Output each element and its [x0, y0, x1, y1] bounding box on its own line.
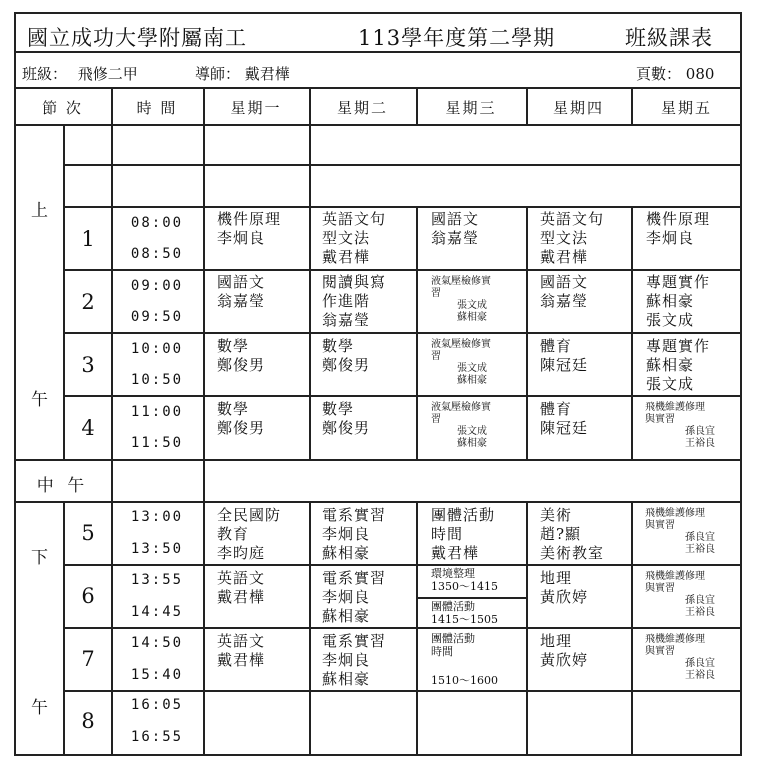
period-end: 08:50 [130, 246, 184, 262]
vline-thu-pm [526, 501, 528, 756]
rule-p6 [63, 627, 742, 629]
course-cell: 液氣壓檢修實 習 張文成 蘇相豪 [431, 339, 491, 386]
course-cell: 專題實作 蘇相豪 張文成 [646, 337, 711, 393]
course-cell: 英語文 戴君樺 [217, 569, 266, 606]
period-end: 16:55 [130, 729, 184, 745]
course-cell-bottom: 團體活動 1415～1505 [431, 600, 498, 626]
rule-under-columns [14, 124, 742, 126]
class-label: 班級： [22, 65, 68, 83]
vline-mon [203, 87, 205, 756]
vline-fri-pm [631, 501, 633, 756]
period-start: 10:00 [130, 341, 184, 357]
rule-p2 [63, 332, 742, 334]
period-start: 11:00 [130, 404, 184, 420]
label-noon: 中 午 [36, 476, 89, 496]
rule-p4 [14, 459, 742, 461]
period-end: 14:45 [130, 604, 184, 620]
course-cell: 機件原理 李炯良 [217, 210, 282, 247]
course-cell: 美術 趙?顯 美術教室 [540, 506, 605, 562]
teacher-label: 導師： [195, 65, 241, 83]
period-end: 10:50 [130, 372, 184, 388]
course-cell: 液氣壓檢修實 習 張文成 蘇相豪 [431, 276, 491, 323]
course-cell: 國語文 翁嘉瑩 [431, 210, 480, 247]
col-period: 節 次 [42, 99, 83, 117]
label-morning-bottom: 午 [31, 390, 48, 410]
course-cell: 地理 黃欣婷 [540, 632, 589, 669]
course-cell: 團體活動 時間 1510～1600 [431, 632, 498, 687]
class-name: 飛修二甲 [77, 65, 138, 83]
course-cell: 國語文 翁嘉瑩 [540, 273, 589, 310]
rule-wed-p6-split [418, 597, 528, 599]
period-end: 11:50 [130, 435, 184, 451]
course-cell: 電系實習 李炯良 蘇相豪 [322, 632, 387, 688]
rule-under-title [14, 51, 742, 53]
rule-p5 [63, 564, 742, 566]
school-name: 國立成功大學附屬南工 [27, 26, 247, 50]
period-number: 1 [81, 227, 95, 251]
course-cell: 飛機維護修理 與實習 孫良宜 王裕良 [645, 634, 715, 681]
course-cell: 液氣壓檢修實 習 張文成 蘇相豪 [431, 402, 491, 449]
page-no: 080 [685, 65, 715, 83]
course-cell: 數學 鄭俊男 [217, 400, 266, 437]
course-cell: 團體活動 時間 戴君樺 [431, 506, 496, 562]
course-cell: 地理 黃欣婷 [540, 569, 589, 606]
course-cell: 電系實習 李炯良 蘇相豪 [322, 569, 387, 625]
label-afternoon-bottom: 午 [31, 698, 48, 718]
rule-noon [14, 501, 742, 503]
course-cell: 飛機維護修理 與實習 孫良宜 王裕良 [645, 402, 715, 449]
period-end: 13:50 [130, 541, 184, 557]
vline-wed-pm [416, 501, 418, 756]
vline-tue-am [309, 87, 311, 459]
course-cell: 數學 鄭俊男 [322, 400, 371, 437]
col-time: 時 間 [136, 99, 178, 117]
period-start: 14:50 [130, 635, 184, 651]
vline-thu-am [526, 206, 528, 459]
col-thu: 星期四 [552, 99, 604, 117]
col-fri: 星期五 [660, 99, 712, 117]
course-cell: 體育 陳冠廷 [540, 337, 589, 374]
vline-fri-am [631, 206, 633, 459]
period-start: 13:00 [130, 509, 184, 525]
course-cell: 英語文句 型文法 戴君樺 [540, 210, 605, 266]
course-cell: 飛機維護修理 與實習 孫良宜 王裕良 [645, 508, 715, 555]
course-cell: 數學 鄭俊男 [217, 337, 266, 374]
col-tue: 星期二 [336, 99, 388, 117]
period-number: 4 [81, 416, 95, 440]
rule-blank2 [63, 206, 742, 208]
period-start: 16:05 [130, 697, 184, 713]
period-number: 2 [81, 290, 95, 314]
rule-above-columns [14, 87, 742, 89]
rule-blank1 [63, 164, 742, 166]
period-start: 13:55 [130, 572, 184, 588]
period-number: 8 [81, 709, 95, 733]
course-cell: 體育 陳冠廷 [540, 400, 589, 437]
doc-type: 班級課表 [625, 26, 713, 50]
course-cell: 國語文 翁嘉瑩 [217, 273, 266, 310]
rule-p1 [63, 269, 742, 271]
course-cell-top: 環境整理 1350～1415 [431, 567, 498, 593]
term-title: 113學年度第二學期 [358, 26, 556, 50]
period-number: 7 [81, 647, 95, 671]
course-cell: 機件原理 李炯良 [646, 210, 711, 247]
teacher-name: 戴君樺 [244, 65, 290, 83]
course-cell: 專題實作 蘇相豪 張文成 [646, 273, 711, 329]
course-cell: 閱讀與寫 作進階 翁嘉瑩 [322, 273, 387, 329]
period-number: 5 [81, 521, 95, 545]
course-cell: 數學 鄭俊男 [322, 337, 371, 374]
period-number: 3 [81, 353, 95, 377]
rule-p7 [63, 690, 742, 692]
course-cell: 英語文句 型文法 戴君樺 [322, 210, 387, 266]
period-end: 09:50 [130, 309, 184, 325]
period-number: 6 [81, 584, 95, 608]
page-label: 頁數： [636, 65, 682, 83]
col-wed: 星期三 [445, 99, 497, 117]
course-cell: 電系實習 李炯良 蘇相豪 [322, 506, 387, 562]
col-mon: 星期一 [230, 99, 282, 117]
period-end: 15:40 [130, 667, 184, 683]
label-morning-top: 上 [31, 201, 48, 221]
rule-p3 [63, 395, 742, 397]
course-cell: 全民國防 教育 李昀庭 [217, 506, 282, 562]
vline-tue-pm [309, 501, 311, 756]
label-afternoon-top: 下 [31, 548, 48, 568]
course-cell: 飛機維護修理 與實習 孫良宜 王裕良 [645, 571, 715, 618]
vline-wed-am [416, 206, 418, 459]
period-start: 09:00 [130, 278, 184, 294]
period-start: 08:00 [130, 215, 184, 231]
course-cell: 英語文 戴君樺 [217, 632, 266, 669]
